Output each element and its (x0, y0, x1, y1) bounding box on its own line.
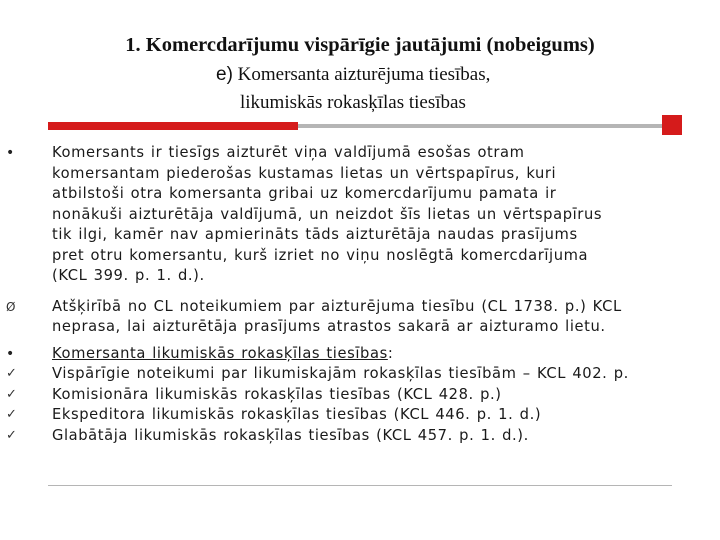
slide-subtitle-line1 (216, 64, 490, 86)
arrow-bullet-icon: Ø (6, 299, 17, 314)
paragraph-line: Komersants ir tiesīgs aizturēt viņa valdījumā esošas otram (52, 144, 525, 161)
subtitle-letter: e) (216, 64, 233, 85)
paragraph-line: tik ilgi, kamēr nav apmierināts tāds aizturētāja naudas prasījums (52, 226, 578, 243)
section-heading: Komersanta likumiskās rokasķīlas tiesības (52, 344, 388, 362)
checkmark-icon: ✓ (6, 427, 18, 443)
list-item (0, 385, 720, 406)
accent-gray-rule (298, 124, 662, 128)
list-item-text: Glabātāja likumiskās rokasķīlas tiesības (KCL 457. p. 1. d.). (52, 426, 529, 444)
accent-red-square (662, 115, 682, 135)
bullet-dot-icon: • (6, 345, 15, 362)
bullet-dot-icon: • (6, 145, 15, 161)
paragraph-line: (KCL 399. p. 1. d.). (52, 267, 205, 284)
list-item (0, 364, 720, 385)
bullet-heading (0, 344, 720, 365)
list-item-text: Vispārīgie noteikumi par likumiskajām rokasķīlas tiesībām – KCL 402. p. (52, 365, 629, 382)
sub-list (0, 364, 720, 446)
list-item (0, 426, 720, 447)
bullet-paragraph-1 (0, 143, 720, 287)
paragraph-line: nonākuši aizturētāja valdījumā, un neizdot šīs lietas un vērtspapīrus (52, 205, 603, 223)
bottom-rule (48, 485, 672, 486)
checkmark-icon: ✓ (6, 407, 18, 422)
list-item-text: Ekspeditora likumiskās rokasķīlas tiesības (KCL 446. p. 1. d.) (52, 406, 542, 423)
slide-body (0, 143, 720, 446)
list-item (0, 405, 720, 426)
bullet-paragraph-2 (0, 297, 720, 338)
heading-colon: : (387, 344, 394, 362)
checkmark-icon: ✓ (6, 366, 18, 381)
paragraph-line: neprasa, lai aizturētāja prasījums atrastos sakarā ar aizturamo lietu. (52, 318, 606, 335)
paragraph-line: komersantam piederošas kustamas lietas un vērtspapīrus, kuri (52, 164, 557, 182)
paragraph-line: pret otru komersantu, kurš izriet no viņu noslēgtā komercdarījuma (52, 246, 589, 264)
subtitle-text-1: Komersanta aizturējuma tiesības, (237, 64, 491, 85)
list-item-text: Komisionāra likumiskās rokasķīlas tiesības (KCL 428. p.) (52, 385, 502, 403)
paragraph-line: atbilstoši otra komersanta gribai uz komercdarījumu pamata ir (52, 185, 557, 202)
slide-subtitle-line2: likumiskās rokasķīlas tiesības (240, 92, 466, 113)
slide-title: 1. Komercdarījumu vispārīgie jautājumi (nobeigums) (125, 34, 595, 56)
paragraph-line: Atšķirībā no CL noteikumiem par aizturējuma tiesību (CL 1738. p.) KCL (52, 297, 622, 315)
accent-red-bar (48, 122, 298, 130)
checkmark-icon: ✓ (6, 386, 18, 402)
